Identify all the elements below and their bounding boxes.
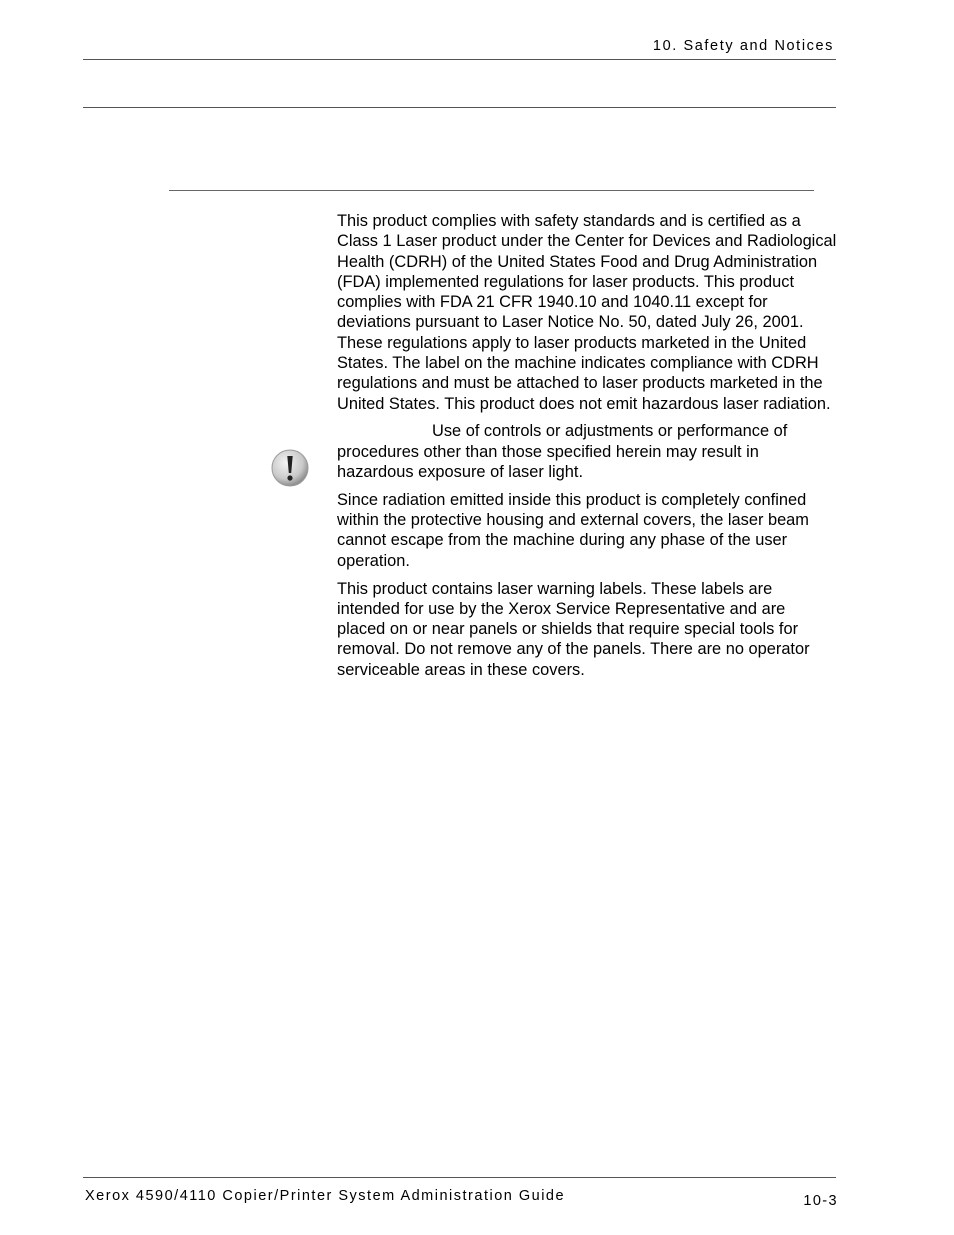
page-number: 10-3 [803,1193,838,1209]
laser-safety-text [337,211,837,688]
footer-rule [83,1177,836,1178]
caution-exclamation-icon [271,449,309,487]
header-rule-secondary [83,107,836,108]
compliance-paragraph: This product complies with safety standards and is certified as a Class 1 Laser product under the Center for Devices and Radiological Health (CDRH) of the United States Food and Drug Administration (FDA) implemented regulations for laser products. This product complies with FDA 21 CFR 1940.10 and 1040.11 except for deviations pursuant to Laser Notice No. 50, dated July 26, 2001. These regulations apply to laser products marketed in the United States. The label on the machine indicates compliance with CDRH regulations and must be attached to laser products marketed in the United States. This product does not emit hazardous laser radiation. [337,212,837,413]
section-rule [169,190,814,191]
guide-title: Xerox 4590/4110 Copier/Printer System Administration Guide [85,1188,566,1204]
containment-paragraph: Since radiation emitted inside this product is completely confined within the protective housing and external covers, the laser beam cannot escape from the machine during any phase of the user operation. [337,490,809,570]
labels-paragraph: This product contains laser warning labels. These labels are intended for use by the Xerox Service Representative and are placed on or near panels or shields that require special tools for removal. Do not remove any of the panels. There are no operator serviceable areas in these covers. [337,579,810,679]
warning-paragraph [337,421,837,482]
header-rule [83,59,836,60]
running-header: 10. Safety and Notices [652,38,834,54]
warning-text: Use of controls or adjustments or performance of procedures other than those specified herein may result in hazardous exposure of laser light. [337,422,788,482]
